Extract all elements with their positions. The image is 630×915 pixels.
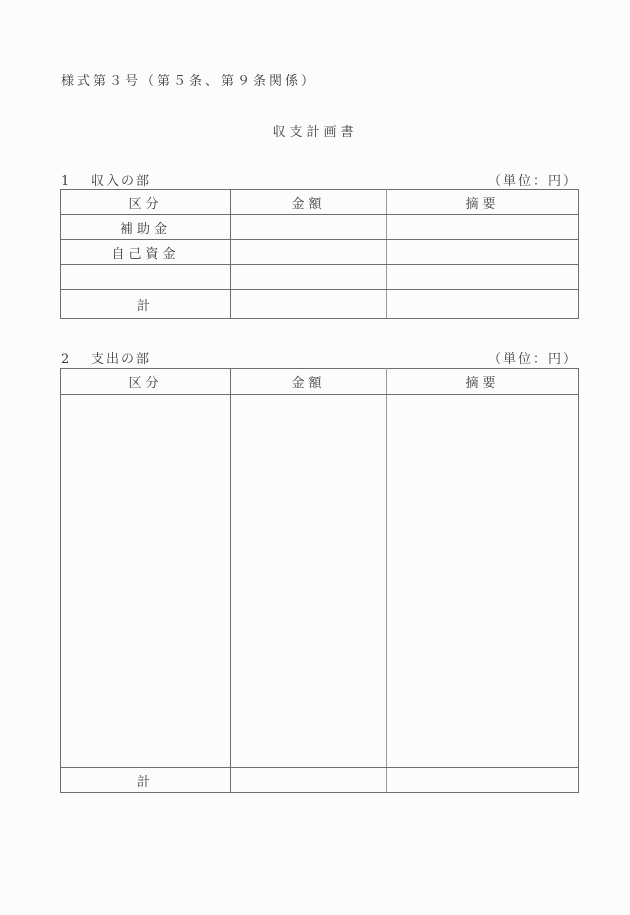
expense-unit-label: （単位：円）	[487, 352, 578, 367]
total-label: 計	[61, 290, 231, 319]
income-total-row	[61, 290, 579, 319]
category-cell[interactable]	[61, 265, 231, 290]
income-section-title: 収入の部	[91, 174, 152, 189]
income-table	[60, 189, 579, 319]
expense-table-header	[61, 369, 579, 395]
column-header-amount: 金額	[231, 190, 387, 215]
income-table-header	[61, 190, 579, 215]
total-note-cell[interactable]	[387, 768, 579, 793]
total-amount-cell[interactable]	[231, 768, 387, 793]
amount-cell[interactable]	[231, 215, 387, 240]
category-cell: 自己資金	[61, 240, 231, 265]
expense-section-number: 2	[61, 352, 72, 367]
note-cell[interactable]	[387, 395, 579, 768]
note-cell[interactable]	[387, 265, 579, 290]
column-header-category: 区分	[61, 190, 231, 215]
income-unit-label: （単位：円）	[487, 174, 578, 189]
document-title: 収支計画書	[272, 125, 358, 140]
column-header-category: 区分	[61, 369, 231, 395]
expense-section-heading	[61, 348, 151, 367]
total-note-cell[interactable]	[387, 290, 579, 319]
amount-cell[interactable]	[231, 395, 387, 768]
expense-table	[60, 368, 579, 793]
table-row	[61, 395, 579, 768]
category-cell[interactable]	[61, 395, 231, 768]
expense-total-row	[61, 768, 579, 793]
income-section-heading	[61, 170, 151, 189]
total-label: 計	[61, 768, 231, 793]
table-row	[61, 240, 579, 265]
note-cell[interactable]	[387, 215, 579, 240]
table-row	[61, 265, 579, 290]
column-header-amount: 金額	[231, 369, 387, 395]
expense-section-title: 支出の部	[91, 352, 152, 367]
category-cell: 補助金	[61, 215, 231, 240]
note-cell[interactable]	[387, 240, 579, 265]
total-amount-cell[interactable]	[231, 290, 387, 319]
table-row	[61, 215, 579, 240]
column-header-note: 摘要	[387, 190, 579, 215]
amount-cell[interactable]	[231, 265, 387, 290]
form-number: 様式第３号（第５条、第９条関係）	[61, 74, 318, 89]
income-section-number: 1	[61, 174, 72, 189]
column-header-note: 摘要	[387, 369, 579, 395]
amount-cell[interactable]	[231, 240, 387, 265]
